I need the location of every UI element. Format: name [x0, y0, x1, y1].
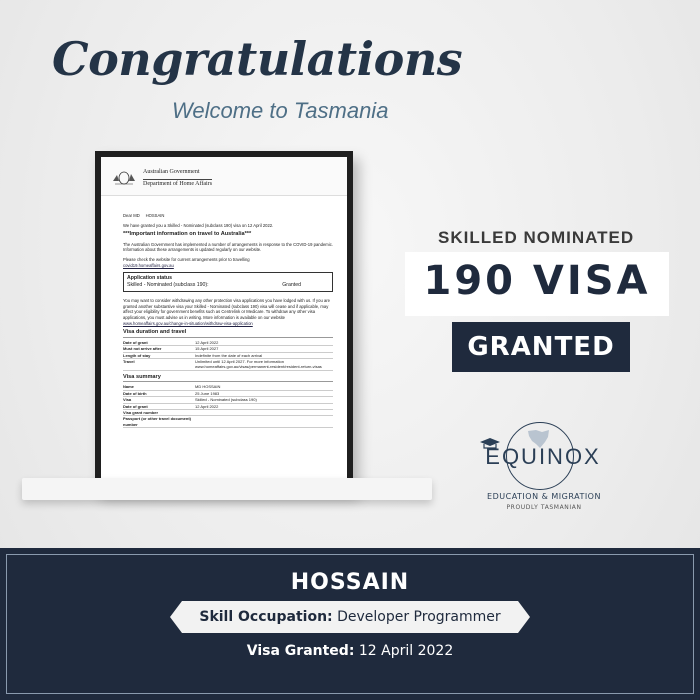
row-value: 25 June 1983 — [195, 390, 220, 396]
row-key: Must not arrive after — [123, 346, 162, 352]
department-name: Department of Home Affairs — [143, 181, 213, 187]
row-key: Travel — [123, 358, 135, 364]
table-row — [123, 359, 333, 371]
row-value: Unlimited until 12 April 2027. For more information www.homeaffairs.gov.au/visas/permanent-resident/resident-return-visas — [195, 358, 322, 370]
logo-tagline: EDUCATION & MIGRATION — [487, 492, 601, 501]
granted-label: GRANTED — [467, 332, 615, 362]
salutation — [123, 213, 333, 219]
row-value: 15 April 2027 — [195, 346, 219, 352]
row-value — [195, 410, 333, 415]
salutation-name: HOSSAIN — [145, 213, 165, 218]
logo-subtagline: PROUDLY TASMANIAN — [506, 504, 582, 511]
row-value: Indefinite from the date of each arrival — [195, 352, 263, 358]
granted-box — [452, 322, 630, 372]
row-value — [195, 416, 333, 427]
row-key: Visa — [123, 397, 132, 403]
visa-type-label: SKILLED NOMINATED — [438, 228, 635, 247]
grant-date-value: 12 April 2022 — [358, 643, 454, 659]
status-heading: Application status — [127, 275, 172, 282]
letter-header — [101, 157, 347, 196]
check-text: Please check the website for current arrangements prior to travelling — [123, 256, 250, 262]
equinox-logo — [478, 422, 608, 488]
covid-link[interactable]: covid19.homeaffairs.gov.au — [123, 262, 174, 268]
occupation-label: Skill Occupation: — [199, 609, 333, 625]
withdraw-paragraph — [123, 298, 333, 326]
summary-heading: Visa summary — [123, 375, 333, 383]
occupation-value: Developer Programmer — [337, 609, 501, 625]
status-visa: Skilled - Nominated (subclass 190): — [127, 282, 209, 289]
row-value: MD HOSSAIN — [195, 384, 221, 390]
withdraw-link[interactable]: www.homeaffairs.gov.au/change-in-situation/withdraw-visa-application — [123, 320, 253, 326]
table-row — [123, 416, 333, 428]
row-key: Date of birth — [123, 390, 147, 396]
visa-letter-frame — [95, 151, 353, 491]
row-value: Skilled - Nominated (subclass 190) — [195, 397, 257, 403]
gov-name: Australian Government — [143, 169, 200, 175]
visa-number: 190 VISA — [423, 258, 651, 304]
client-name: HOSSAIN — [290, 570, 410, 595]
intro-text: We have granted you a Skilled - Nominated (subclass 190) visa on 12 April 2022. — [123, 222, 274, 228]
check-website — [123, 257, 333, 268]
letter-body — [123, 213, 333, 428]
withdraw-text: You may want to consider withdrawing any other protection visa applications you have lodged with us. If you are granted another substantive visa your Skilled - Nominated (subclass 190) visa will cease and if applicable, may affect your eligibility for government benefits such as Centrelink or Medicare. To withdraw any other visa applications, you must advise us in writing. More information is available on our website — [123, 298, 331, 320]
duration-table — [123, 340, 333, 371]
shelf — [22, 478, 432, 500]
row-key: Date of grant — [123, 339, 148, 345]
row-value: 12 April 2022 — [195, 403, 219, 409]
visa-number-box — [405, 252, 669, 316]
notice-heading: ***Important information on travel to Australia*** — [123, 231, 252, 238]
row-key: Passport (or other travel document) number — [123, 416, 192, 427]
salutation-text: Dear MD — [123, 213, 140, 218]
headline: Congratulations — [52, 32, 463, 86]
row-value: 12 April 2022 — [195, 339, 219, 345]
row-key: Name — [123, 384, 134, 390]
subheadline: Welcome to Tasmania — [172, 98, 389, 123]
row-key: Visa grant number — [123, 409, 159, 415]
occupation-text — [182, 609, 518, 625]
grant-date-line — [0, 643, 700, 659]
occupation-ribbon — [182, 601, 518, 633]
coat-of-arms-icon — [111, 169, 137, 187]
row-key: Date of grant — [123, 403, 148, 409]
grant-date-label: Visa Granted: — [246, 643, 355, 659]
visa-grant-letter — [101, 157, 347, 485]
status-value: Granted — [282, 282, 301, 289]
notice-text: The Australian Government has implemented a number of arrangements in response to the COVID-19 pandemic. Information about these arrangements is updated regularly on our website. — [123, 241, 333, 253]
duration-heading: Visa duration and travel — [123, 330, 333, 338]
logo-wordmark: EQUINOX — [485, 444, 601, 469]
row-key: Length of stay — [123, 352, 151, 358]
application-status-box — [123, 272, 333, 292]
summary-table — [123, 384, 333, 428]
